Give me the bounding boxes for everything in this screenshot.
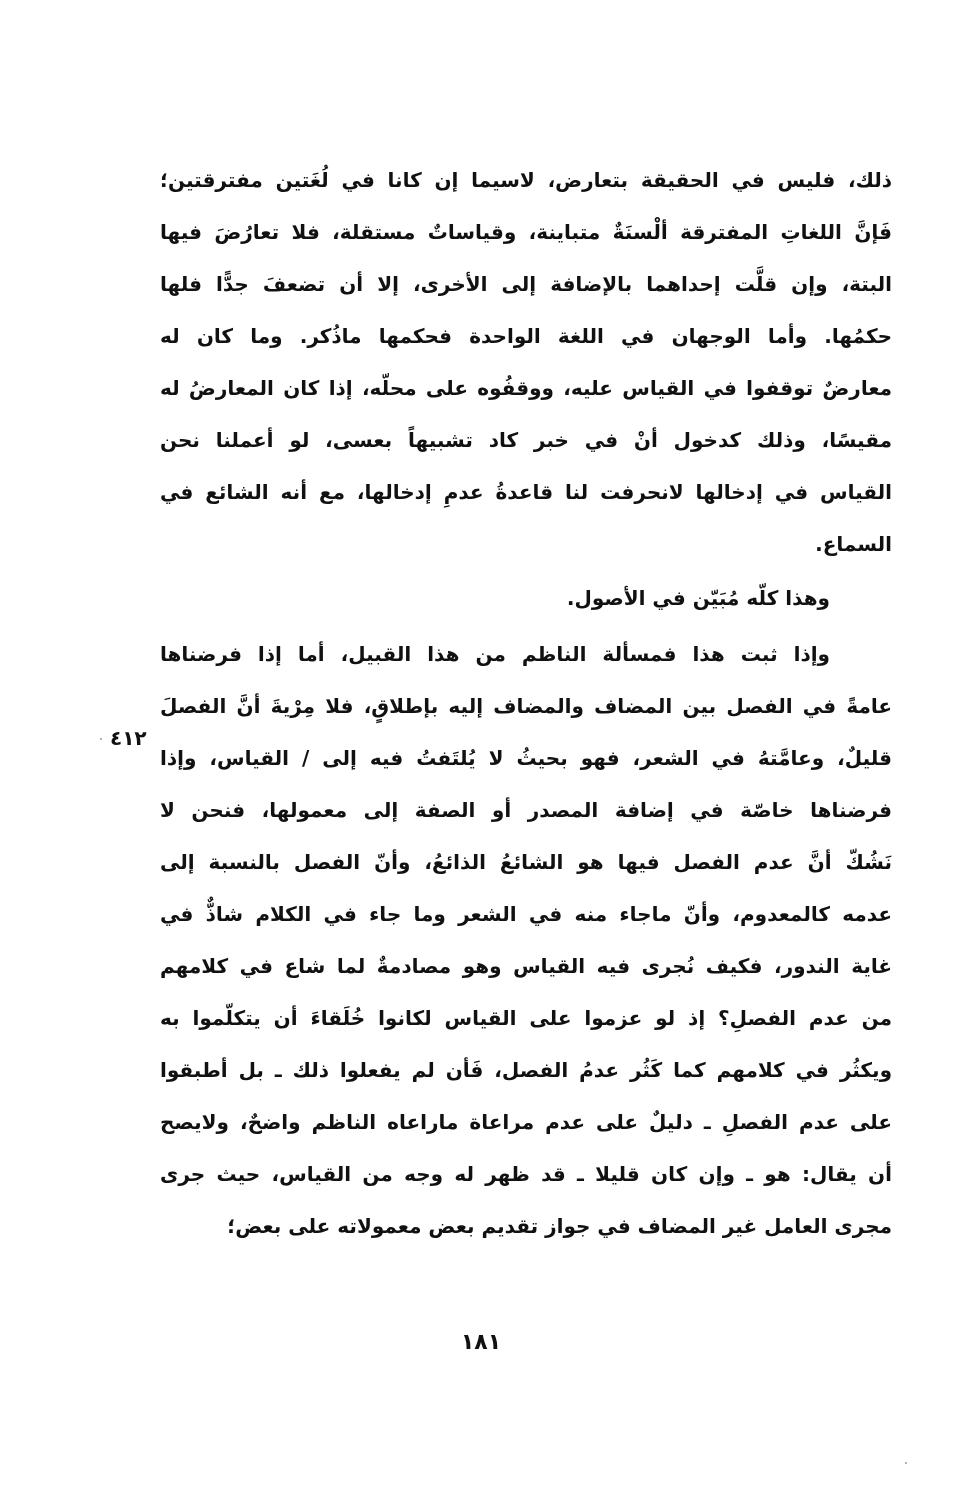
text-line: عدمه كالمعدوم، وأنّ ماجاء منه في الشعر وما جاء في الكلام شاذٌّ في [160, 902, 892, 926]
text-line: على عدم الفصلِ ـ دليلٌ على عدم مراعاة ماراعاه الناظم واضحٌ، ولايصح [160, 1110, 892, 1134]
text-line: وإذا ثبت هذا فمسألة الناظم من هذا القبيل، أما إذا فرضناها [160, 642, 830, 666]
scan-speck [905, 1462, 907, 1464]
text-line: مجرى العامل غير المضاف في جواز تقديم بعض معمولاته على بعض؛ [227, 1214, 892, 1238]
text-line: حكمُها. وأما الوجهان في اللغة الواحدة فحكمها ماذُكر. وما كان له [160, 324, 892, 348]
text-line: من عدم الفصلِ؟ إذ لو عزموا على القياس لكانوا خُلَقاءَ أن يتكلّموا به [160, 1006, 892, 1030]
margin-reference-number: ٤١٢ [110, 726, 147, 750]
text-line: ويكثُر في كلامهم كما كَثُر عدمُ الفصل، فَأن لم يفعلوا ذلك ـ بل أطبقوا [160, 1058, 892, 1082]
text-line: نَشُكّ أنَّ عدم الفصل فيها هو الشائعُ الذائعُ، وأنّ الفصل بالنسبة إلى [160, 850, 892, 874]
text-line: مقيسًا، وذلك كدخول أنْ في خبر كاد تشبيهاً بعسى، لو أعملنا نحن [160, 428, 892, 452]
text-line: معارضٌ توقفوا في القياس عليه، ووقفُوه على محلّه، إذا كان المعارضُ له [160, 376, 892, 400]
text-line: ذلك، فليس في الحقيقة بتعارض، لاسيما إن كانا في لُغَتين مفترقتين؛ [160, 168, 892, 192]
text-line: فرضناها خاصّة في إضافة المصدر أو الصفة إلى معمولها، فنحن لا [160, 798, 892, 822]
text-line: قليلٌ، وعامَّتهُ في الشعر، فهو بحيثُ لا يُلتَفتُ فيه إلى / القياس، وإذا [160, 746, 892, 770]
text-line: البتة، وإن قلَّت إحداهما بالإضافة إلى الأخرى، إلا أن تضعفَ جدًّا فلها [160, 272, 892, 296]
text-line: فَإنَّ اللغاتِ المفترقة ألْسنَةٌ متباينة، وقياساتٌ مستقلة، فلا تعارُضَ فيها [160, 220, 892, 244]
text-line: وهذا كلّه مُبَيّن في الأصول. [566, 586, 830, 610]
text-line: القياس في إدخالها لانحرفت لنا قاعدةُ عدمِ إدخالها، مع أنه الشائع في [160, 480, 892, 504]
text-line: غاية الندور، فكيف نُجرى فيه القياس وهو مصادمةٌ لما شاع في كلامهم [160, 954, 892, 978]
page-number: ١٨١ [460, 1330, 502, 1355]
text-line: أن يقال: هو ـ وإن كان قليلا ـ قد ظهر له وجه من القياس، حيث جرى [160, 1162, 892, 1186]
scan-speck [100, 738, 102, 740]
text-line: عامةً في الفصل بين المضاف والمضاف إليه بإطلاقٍ، فلا مِرْيةَ أنَّ الفصلَ [160, 694, 892, 718]
text-line: السماع. [815, 532, 892, 556]
